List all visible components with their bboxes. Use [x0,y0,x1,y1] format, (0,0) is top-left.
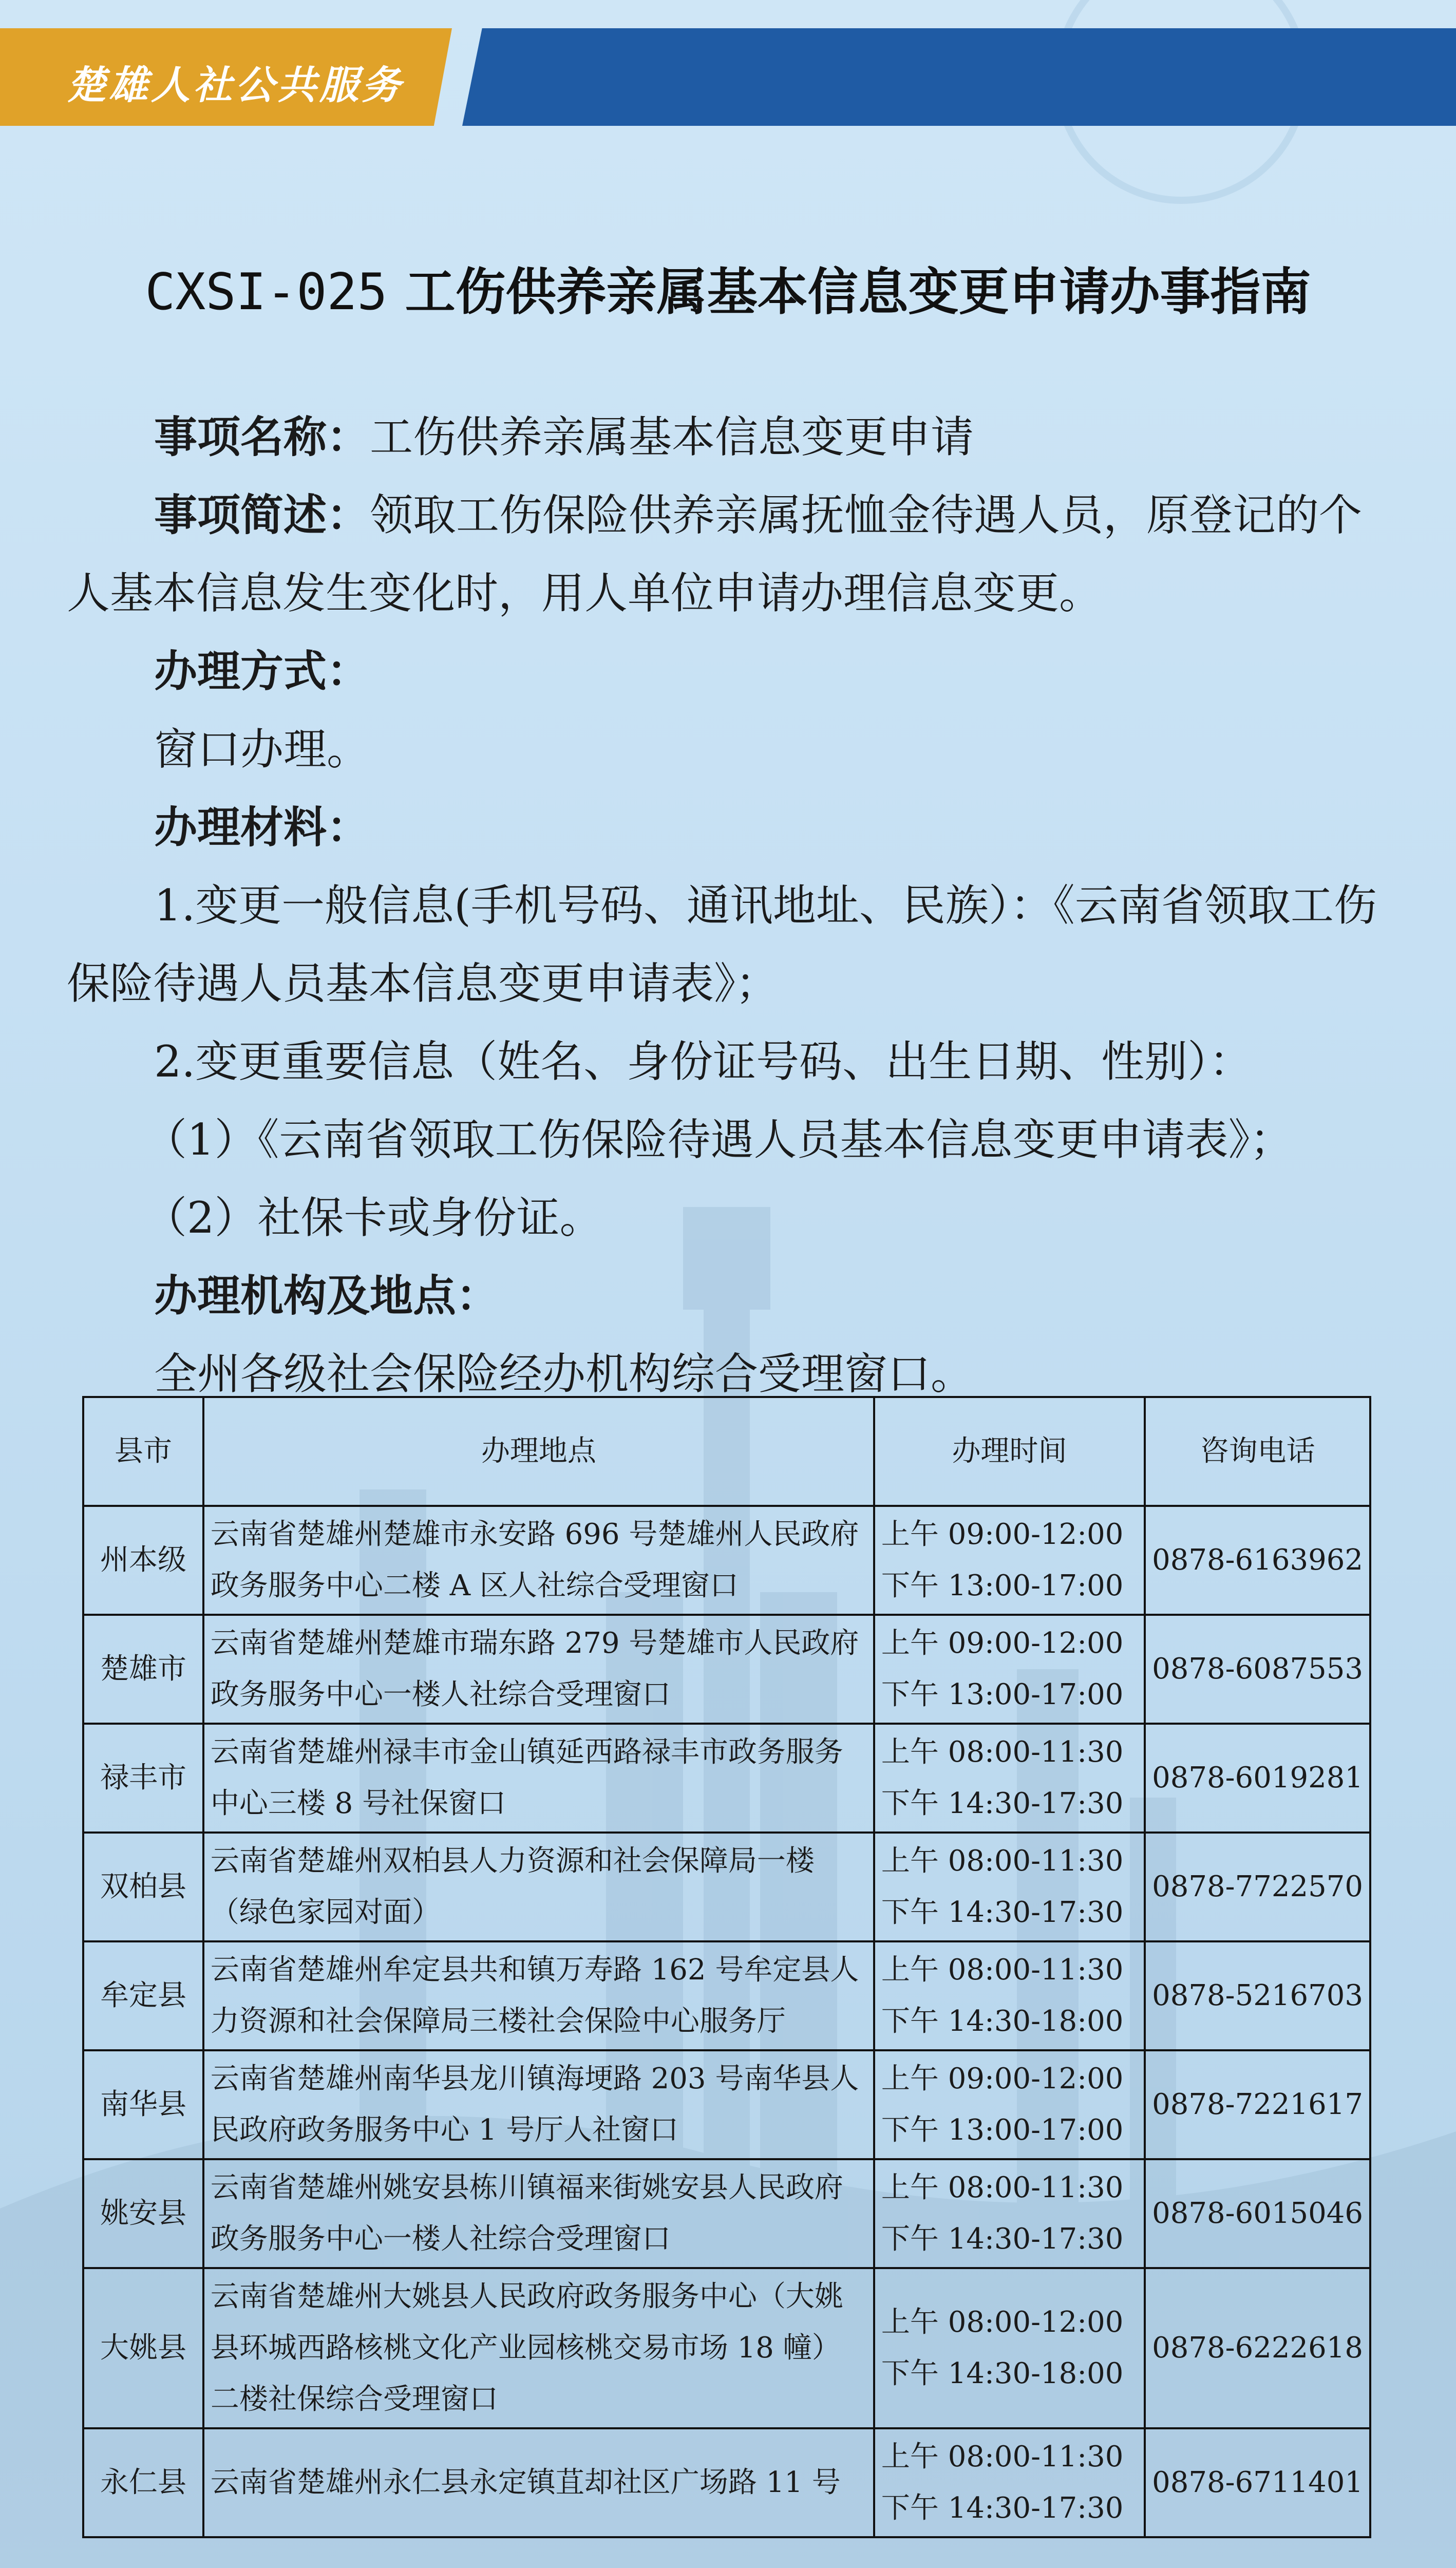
material-2-2: （2）社保卡或身份证。 [144,1193,603,1243]
materials-label: 办理材料： [154,802,370,853]
office-table [82,1396,1371,2538]
city-cell: 永仁县 [83,2428,203,2537]
hours-pm: 下午 14:30-18:00 [881,2005,1124,2038]
title-text: 工伤供养亲属基本信息变更申请办事指南 [405,262,1311,322]
hours-pm: 下午 14:30-17:30 [881,1787,1124,1820]
item-description-label: 事项简述： [154,490,370,540]
hours-am: 上午 09:00-12:00 [881,1627,1124,1660]
material-2: 2.变更重要信息（姓名、身份证号码、出生日期、性别）： [154,1036,1253,1087]
hours-pm: 下午 14:30-17:30 [881,1896,1124,1929]
header-hours: 办理时间 [874,1397,1145,1506]
method-label: 办理方式： [154,646,370,696]
hours-cell [874,1506,1145,1615]
header-phone: 咨询电话 [1145,1397,1370,1506]
hours-am: 上午 08:00-11:30 [881,1735,1124,1769]
city-cell: 州本级 [83,1506,203,1615]
material-1: 1.变更一般信息(手机号码、通讯地址、民族）：《云南省领取工伤保险待遇人员基本信息变更申请表》； [67,880,1377,1009]
table-header-row [83,1397,1370,1506]
city-cell: 姚安县 [83,2159,203,2268]
address-cell: 云南省楚雄州楚雄市瑞东路 279 号楚雄市人民政府政务服务中心一楼人社综合受理窗口 [203,1615,874,1724]
table-row [83,1833,1370,1941]
table-row [83,2159,1370,2268]
hours-am: 上午 08:00-11:30 [881,1844,1124,1878]
hours-pm: 下午 14:30-17:30 [881,2491,1124,2525]
table-row [83,1506,1370,1615]
city-cell: 双柏县 [83,1833,203,1941]
address-cell: 云南省楚雄州牟定县共和镇万寿路 162 号牟定县人力资源和社会保障局三楼社会保险中心服务厅 [203,1941,874,2050]
table-row [83,2428,1370,2537]
header-address: 办理地点 [203,1397,874,1506]
org-label: 办理机构及地点： [154,1271,500,1321]
address-cell: 云南省楚雄州大姚县人民政府政务服务中心（大姚县环城西路核桃文化产业园核桃交易市场 18 幢）二楼社保综合受理窗口 [203,2268,874,2428]
phone-cell: 0878-6711401 [1145,2428,1370,2537]
address-cell: 云南省楚雄州禄丰市金山镇延西路禄丰市政务服务中心三楼 8 号社保窗口 [203,1724,874,1833]
address-cell: 云南省楚雄州永仁县永定镇苴却社区广场路 11 号 [203,2428,874,2537]
city-cell: 楚雄市 [83,1615,203,1724]
hours-pm: 下午 13:00-17:00 [881,1678,1124,1711]
address-cell: 云南省楚雄州楚雄市永安路 696 号楚雄州人民政府政务服务中心二楼 A 区人社综合受理窗口 [203,1506,874,1615]
item-description-value: 领取工伤保险供养亲属抚恤金待遇人员，原登记的个人基本信息发生变化时，用人单位申请办理信息变更。 [67,490,1363,618]
phone-cell: 0878-6015046 [1145,2159,1370,2268]
org-value: 全州各级社会保险经办机构综合受理窗口。 [154,1349,974,1399]
hours-pm: 下午 13:00-17:00 [881,1569,1124,1602]
table-row [83,1941,1370,2050]
phone-cell: 0878-7722570 [1145,1833,1370,1941]
item-name-value: 工伤供养亲属基本信息变更申请 [370,412,974,462]
hours-am: 上午 08:00-12:00 [881,2306,1124,2339]
table-row [83,2050,1370,2159]
hours-pm: 下午 14:30-17:30 [881,2222,1124,2256]
city-cell: 大姚县 [83,2268,203,2428]
header-band [462,28,1456,126]
phone-cell: 0878-6163962 [1145,1506,1370,1615]
hours-am: 上午 09:00-12:00 [881,1518,1124,1551]
phone-cell: 0878-6222618 [1145,2268,1370,2428]
item-name-label: 事项名称： [154,412,370,462]
phone-cell: 0878-7221617 [1145,2050,1370,2159]
table-row [83,2268,1370,2428]
hours-cell [874,1724,1145,1833]
hours-cell [874,2050,1145,2159]
method-value: 窗口办理。 [154,724,370,775]
table-row [83,1615,1370,1724]
brand-title: 楚雄人社公共服务 [67,62,404,108]
city-cell: 南华县 [83,2050,203,2159]
address-cell: 云南省楚雄州姚安县栋川镇福来街姚安县人民政府政务服务中心一楼人社综合受理窗口 [203,2159,874,2268]
phone-cell: 0878-6019281 [1145,1724,1370,1833]
hours-cell [874,1615,1145,1724]
guide-content [67,398,1402,1413]
hours-am: 上午 08:00-11:30 [881,2440,1124,2473]
city-cell: 牟定县 [83,1941,203,2050]
hours-am: 上午 08:00-11:30 [881,1953,1124,1987]
hours-cell [874,2159,1145,2268]
phone-cell: 0878-6087553 [1145,1615,1370,1724]
header-city: 县市 [83,1397,203,1506]
hours-cell [874,2428,1145,2537]
hours-pm: 下午 13:00-17:00 [881,2113,1124,2147]
item-description [67,476,1402,632]
phone-cell: 0878-5216703 [1145,1941,1370,2050]
hours-pm: 下午 14:30-18:00 [881,2357,1124,2390]
city-cell: 禄丰市 [83,1724,203,1833]
hours-cell [874,2268,1145,2428]
table-row [83,1724,1370,1833]
hours-cell [874,1941,1145,2050]
hours-am: 上午 08:00-11:30 [881,2171,1124,2204]
page-title [0,252,1456,324]
address-cell: 云南省楚雄州双柏县人力资源和社会保障局一楼（绿色家园对面） [203,1833,874,1941]
hours-am: 上午 09:00-12:00 [881,2062,1124,2095]
item-name [67,398,1402,476]
address-cell: 云南省楚雄州南华县龙川镇海埂路 203 号南华县人民政府政务服务中心 1 号厅人社窗口 [203,2050,874,2159]
title-code: CXSI-025 [145,263,388,322]
hours-cell [874,1833,1145,1941]
material-2-1: （1）《云南省领取工伤保险待遇人员基本信息变更申请表》； [144,1115,1293,1165]
